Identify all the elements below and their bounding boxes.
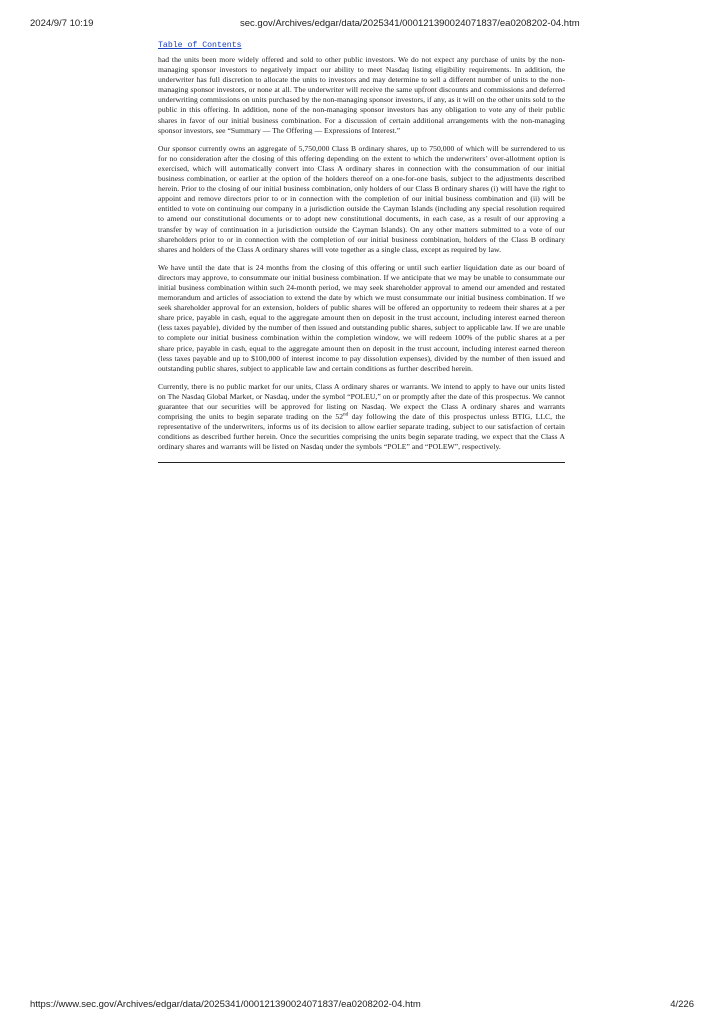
print-header [30, 18, 694, 32]
paragraph-class-b-shares: Our sponsor currently owns an aggregate of 5,750,000 Class B ordinary shares, up to 750,000 of which will be surrendered to us for no consideration after the closing of this offering depending on the extent to which the underwriters’ over-allotment option is exercised, which will automatically convert into Class A ordinary shares in connection with the consummation of our initial business combination, or earlier at the option of the holders thereof on a one-for-one basis, subject to the adjustments described herein. Prior to the closing of our initial business combination, only holders of our Class B ordinary shares (i) will have the right to appoint and remove directors prior to or in connection with the completion of our initial business combination and (ii) will be entitled to vote on continuing our company in a jurisdiction outside the Cayman Islands (including any special resolution required to amend our constitutional documents or to adopt new constitutional documents, in each case, as a result of our approving a transfer by way of continuation in a jurisdiction outside the Cayman Islands). On any other matters submitted to a vote of our shareholders prior to or in connection with the completion of our initial business combination, holders of the Class B ordinary shares and holders of the Class A ordinary shares will vote together as a single class, except as required by law. [158, 143, 565, 254]
paragraph-sponsor-investors: had the units been more widely offered and sold to other public investors. We do not expect any purchase of units by the non-managing sponsor investors to negatively impact our ability to meet Nasdaq listing eligibility requirements. In addition, the underwriter has full discretion to allocate the units to investors and may determine to sell a different number of units to the non-managing sponsor investors, or none at all. The underwriter will receive the same upfront discounts and commissions and deferred underwriting commissions on units purchased by the non-managing sponsor investors, if any, as it will on the other units sold to the public in this offering. In addition, none of the non-managing sponsor investors has any obligation to vote any of their public shares in favor of our initial business combination. For a discussion of certain additional arrangements with the non-managing sponsor investors, see “Summary — The Offering — Expressions of Interest.” [158, 55, 565, 135]
print-footer-url: https://www.sec.gov/Archives/edgar/data/2025341/000121390024071837/ea0208202-04.htm [30, 999, 421, 1010]
print-footer [30, 999, 694, 1013]
paragraph-completion-window: We have until the date that is 24 months from the closing of this offering or until such earlier liquidation date as our board of directors may approve, to consummate our initial business combination. If we anticipate that we may be unable to consummate our initial business combination within such 24-month period, we may seek shareholder approval to amend our amended and restated memorandum and articles of association to extend the date by which we must consummate our initial business combination. If we seek shareholder approval for an extension, holders of public shares will be offered an opportunity to redeem their shares at a per share price, payable in cash, equal to the aggregate amount then on deposit in the trust account, including interest earned thereon (less taxes payable), divided by the number of then issued and outstanding public shares, subject to applicable law. If we are unable to complete our initial business combination within the completion window, we will redeem 100% of the public shares at a per share price, payable in cash, equal to the aggregate amount then on deposit in the trust account, including interest earned thereon (less taxes payable and up to $100,000 of interest income to pay dissolution expenses), divided by the number of then issued and outstanding public shares, subject to applicable law and certain conditions as further described herein. [158, 262, 565, 373]
document-body [158, 40, 565, 471]
listing-text-part-2: day following the date of this prospectus unless BTIG, LLC, the representative of the underwriters, informs us of its decision to allow earlier separate trading, subject to our satisfaction of certain conditions as described further herein. Once the securities comprising the units begin separate trading, we expect that the Class A ordinary shares and warrants will be listed on Nasdaq under the symbols “POLE” and “POLEW”, respectively. [158, 412, 565, 452]
ordinal-suffix: nd [343, 412, 349, 418]
table-of-contents-link[interactable]: Table of Contents [158, 41, 242, 50]
print-header-url: sec.gov/Archives/edgar/data/2025341/000121390024071837/ea0208202-04.htm [240, 18, 580, 29]
listing-text-part-1: Currently, there is no public market for our units, Class A ordinary shares or warrants. We intend to apply to have our units listed on The Nasdaq Global Market, or Nasdaq, under the symbol “POLEU,” on or promptly after the date of this prospectus. We cannot guarantee that our securities will be approved for listing on Nasdaq. We expect the Class A ordinary shares and warrants comprising the units to begin separate trading on the 52 [158, 381, 565, 422]
paragraph-listing [158, 382, 565, 453]
print-datetime: 2024/9/7 10:19 [30, 18, 94, 29]
section-divider [158, 462, 565, 463]
page-number: 4/226 [670, 999, 694, 1010]
